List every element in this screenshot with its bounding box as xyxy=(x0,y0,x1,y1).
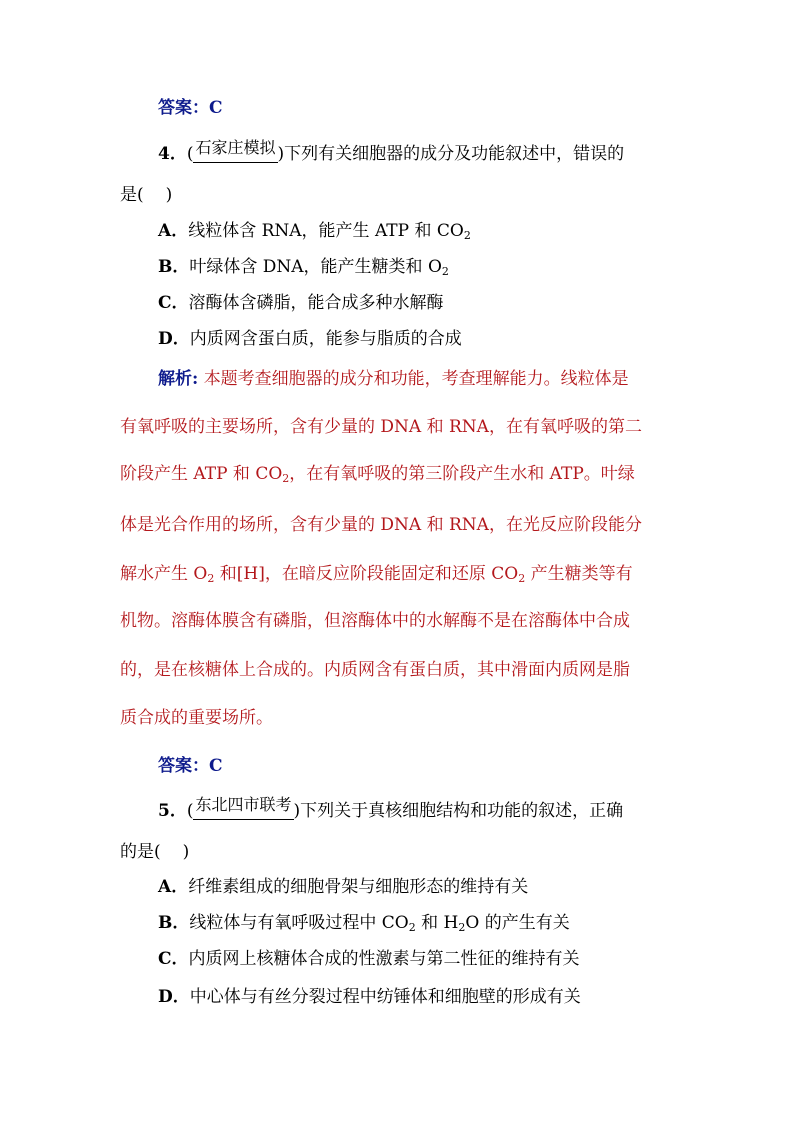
analysis-line-8: 质合成的重要场所。 xyxy=(120,708,273,728)
analysis-line-3: 阶段产生 ATP 和 $CO_2$，在有氧呼吸的第三阶段产生水和 ATP。叶绿 xyxy=(120,464,635,485)
question-5-stem-line2: 的是( ) xyxy=(120,842,190,862)
analysis-label: 解析: xyxy=(158,369,199,389)
question-4-option-a: A．线粒体含 RNA，能产生 ATP 和 $CO_2$ xyxy=(158,221,471,242)
question-4-option-d: D．内质网含蛋白质，能参与脂质的合成 xyxy=(158,329,462,349)
question-5-option-d: D．中心体与有丝分裂过程中纺锤体和细胞壁的形成有关 xyxy=(158,987,581,1007)
question-5-option-a: A．纤维素组成的细胞骨架与细胞形态的维持有关 xyxy=(158,877,529,897)
question-4-number: 4． xyxy=(158,144,187,164)
question-5-source: 东北四市联考 xyxy=(193,800,293,822)
question-4-stem-line2: 是( ) xyxy=(120,185,173,205)
question-4-option-b: B．叶绿体含 DNA，能产生糖类和 $O_2$ xyxy=(158,257,449,278)
answer-label: 答案： xyxy=(158,98,209,118)
question-4-option-c: C．溶酶体含磷脂，能合成多种水解酶 xyxy=(158,293,444,313)
question-4-text: 下列有关细胞器的成分及功能叙述中，错误的 xyxy=(284,144,625,164)
question-4-stem-line1: 4．( 石家庄模拟 )下列有关细胞器的成分及功能叙述中，错误的 xyxy=(158,138,625,164)
answer-value: C xyxy=(209,98,223,118)
analysis-line-1: 解析: 本题考查细胞器的成分和功能，考查理解能力。线粒体是 xyxy=(158,369,629,389)
analysis-line-7: 的，是在核糖体上合成的。内质网含有蛋白质，其中滑面内质网是脂 xyxy=(120,660,630,680)
answer-value-q4: C xyxy=(209,756,223,776)
question-5-text: 下列关于真核细胞结构和功能的叙述，正确 xyxy=(300,801,624,821)
analysis-line-2: 有氧呼吸的主要场所，含有少量的 DNA 和 RNA，在有氧呼吸的第二 xyxy=(120,417,642,437)
analysis-line-6: 机物。溶酶体膜含有磷脂，但溶酶体中的水解酶不是在溶酶体中合成 xyxy=(120,611,630,631)
question-5-option-b: B．线粒体与有氧呼吸过程中 $CO_2$ 和 $H_2O$ 的产生有关 xyxy=(158,913,570,934)
question-5-stem-line1: 5．( 东北四市联考 )下列关于真核细胞结构和功能的叙述，正确 xyxy=(158,795,624,821)
question-5-option-c: C．内质网上核糖体合成的性激素与第二性征的维持有关 xyxy=(158,949,580,969)
analysis-line-5: 解水产生 $O_2$ 和[H]，在暗反应阶段能固定和还原 $CO_2$ 产生糖类等有 xyxy=(120,564,633,585)
question-5-number: 5． xyxy=(158,801,187,821)
answer-line-q4: 答案：C xyxy=(158,756,223,776)
answer-line-q3 xyxy=(158,97,223,119)
analysis-line-4: 体是光合作用的场所，含有少量的 DNA 和 RNA，在光反应阶段能分 xyxy=(120,515,642,535)
question-4-source: 石家庄模拟 xyxy=(193,143,277,165)
